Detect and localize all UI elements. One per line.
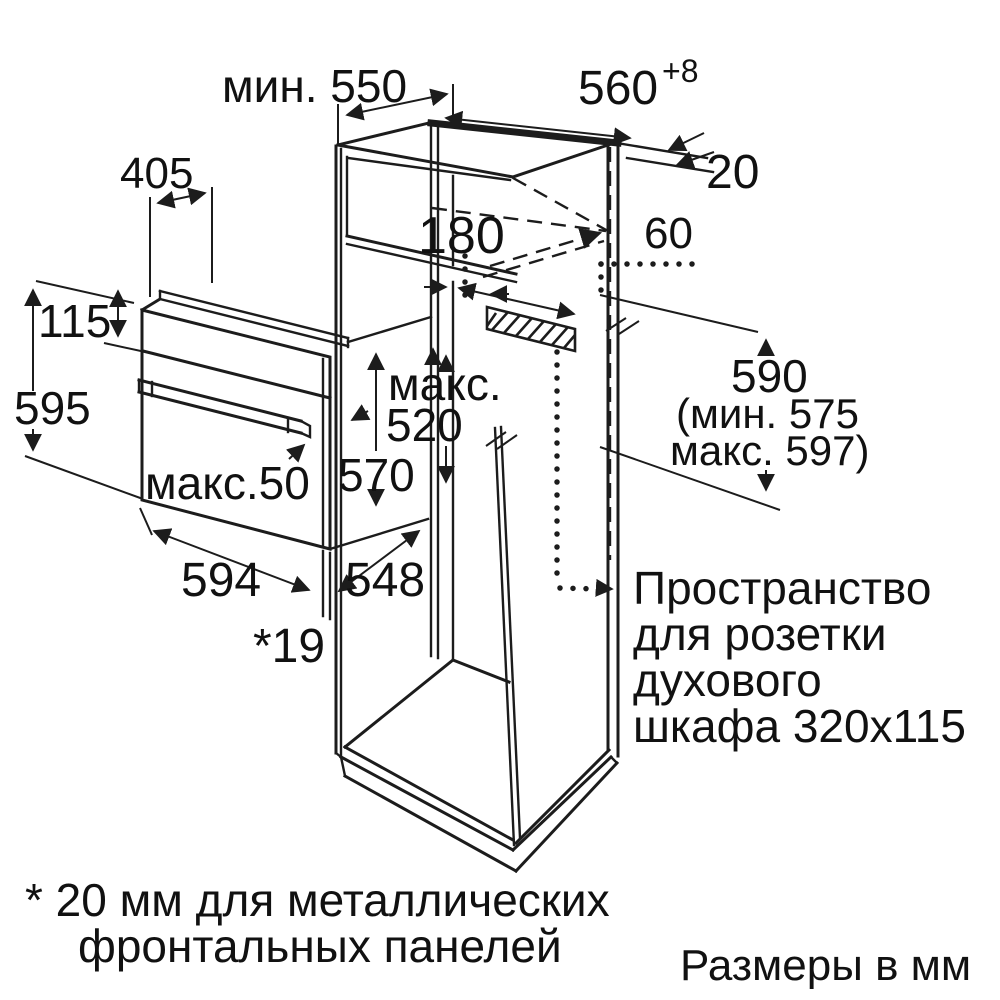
label-max: макс. [388,358,502,410]
label-19: *19 [253,620,326,673]
label-min-550: мин. 550 [222,60,408,112]
socket-note-line4: шкафа 320x115 [633,700,966,752]
label-405: 405 [120,149,194,198]
footnote-line1: * 20 мм для металлических [25,874,610,926]
label-594: 594 [181,554,262,607]
label-115: 115 [38,295,112,347]
socket-note-line2: для розетки [633,608,887,660]
label-590-min: (мин. 575 [676,390,859,437]
socket-note-line1: Пространство [633,562,932,614]
footnote-line2: фронтальных панелей [78,920,562,972]
label-570: 570 [338,449,415,501]
label-590-max: макс. 597) [670,427,870,474]
label-max50: макс.50 [145,457,310,509]
socket-note-line3: духового [633,654,822,706]
label-520: 520 [386,399,463,451]
units-note: Размеры в мм [680,941,972,990]
label-560: 560 [578,62,659,115]
label-20: 20 [706,146,760,199]
label-548: 548 [345,554,426,607]
socket-leader-arrow [598,588,612,589]
label-595: 595 [14,382,91,434]
label-60: 60 [644,209,693,258]
label-590: 590 [731,350,808,402]
label-180: 180 [418,207,505,265]
label-560-sup: +8 [662,53,699,89]
